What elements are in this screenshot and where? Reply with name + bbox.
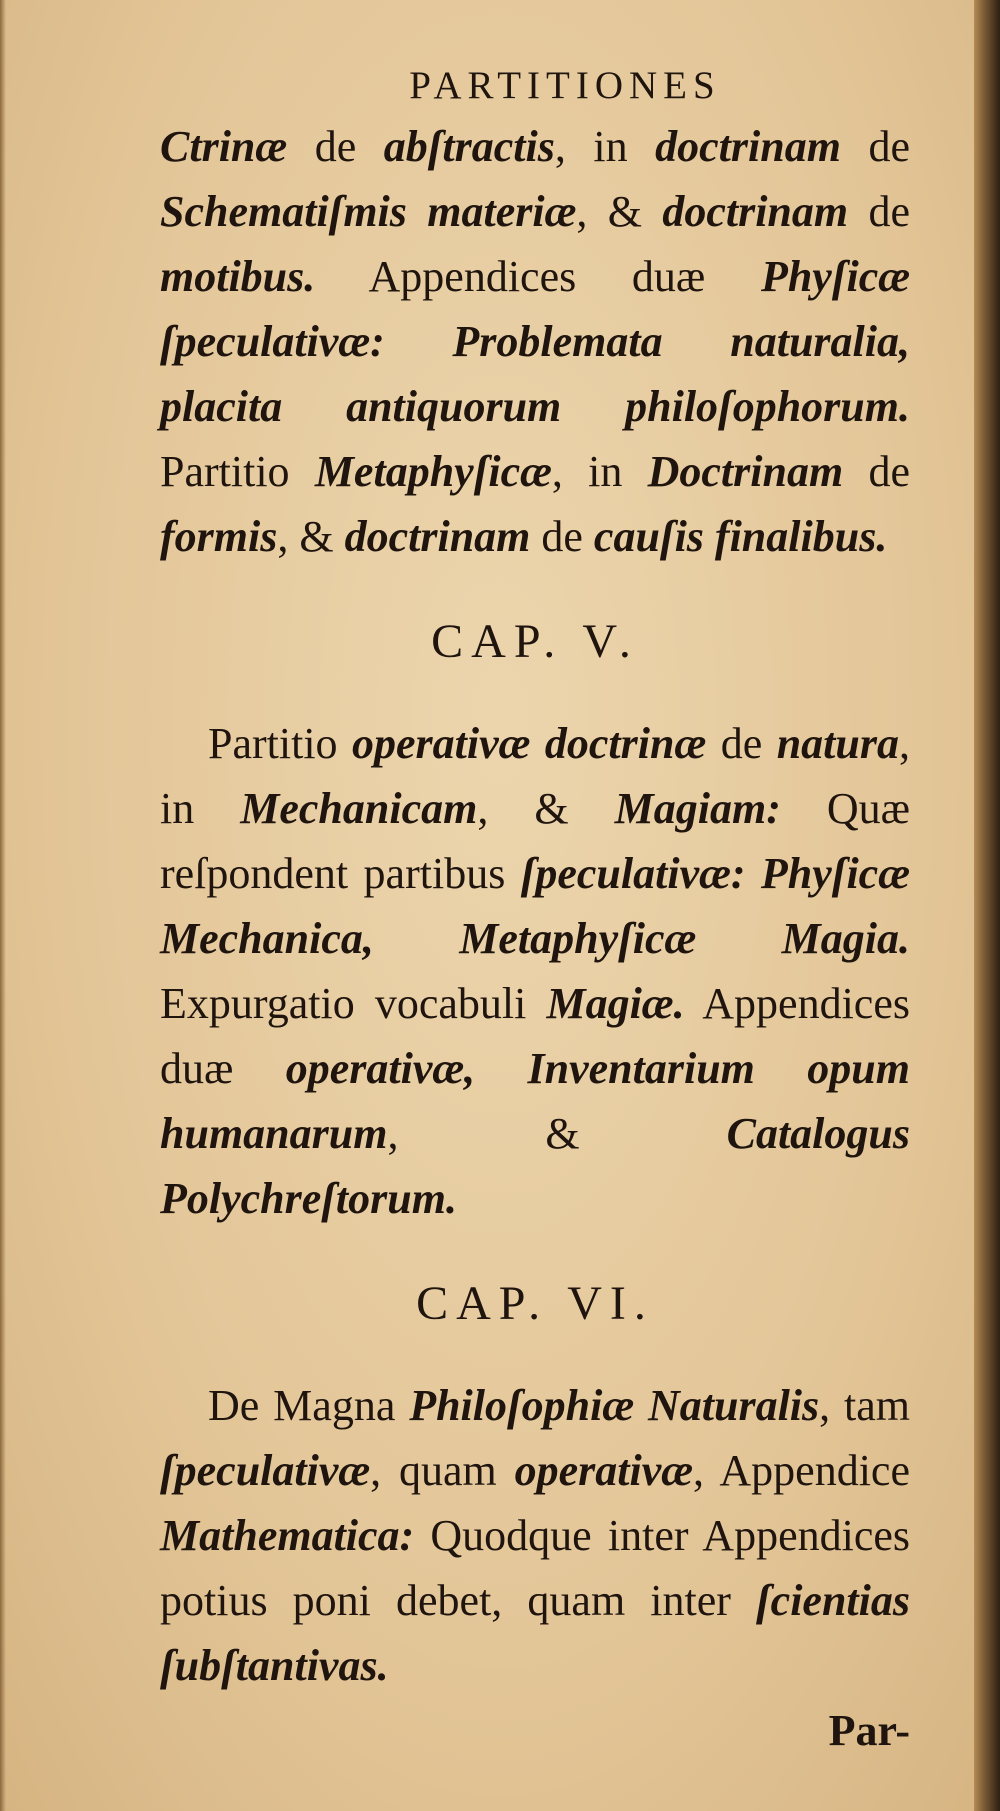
italic-phrase: motibus. (160, 252, 316, 301)
italic-phrase: Mathematica: (160, 1511, 415, 1560)
running-head: PARTITIONES (409, 64, 721, 107)
italic-phrase: cauſis finalibus. (593, 512, 888, 561)
roman-phrase: , in (551, 447, 648, 496)
roman-phrase: , & (277, 512, 345, 561)
page-edge-right (974, 0, 1000, 1811)
italic-phrase: operativæ, Inventarium opum humanarum (160, 1044, 910, 1158)
italic-phrase: Schematiſmis materiæ (160, 187, 577, 236)
roman-phrase: de (840, 122, 911, 171)
chapter-5-text (160, 711, 910, 1231)
chapter-5-heading: CAP. V. (431, 615, 639, 668)
roman-phrase: De Magna (208, 1381, 410, 1430)
chapter-6-text (160, 1373, 910, 1698)
roman-phrase: , tam (819, 1381, 910, 1430)
roman-phrase: , quam (370, 1446, 515, 1495)
roman-phrase: , & (576, 187, 663, 236)
italic-phrase: operativæ (514, 1446, 693, 1495)
roman-phrase: de (848, 187, 910, 236)
italic-phrase: formis (160, 512, 278, 561)
roman-phrase: Quodque inter Appendices potius poni debet, quam inter (160, 1511, 910, 1625)
roman-phrase: de (843, 447, 910, 496)
italic-phrase: Magiam: (614, 784, 781, 833)
italic-phrase: ſpeculativæ (160, 1446, 371, 1495)
italic-phrase: natura (776, 719, 899, 768)
chapter-6-heading: CAP. VI. (416, 1277, 654, 1330)
italic-phrase: Catalogus Polychreſtorum. (160, 1109, 910, 1223)
roman-phrase: Appendices duæ (160, 979, 910, 1093)
page-edge-left (0, 0, 6, 1811)
italic-phrase: Mechanicam (240, 784, 478, 833)
italic-phrase: Ctrinæ (160, 122, 288, 171)
roman-phrase: , in (554, 122, 656, 171)
italic-phrase: abſtractis (383, 122, 555, 171)
italic-phrase: operativæ doctrinæ (352, 719, 707, 768)
roman-phrase: Partitio (160, 447, 315, 496)
italic-phrase: Phyſicæ ſpeculativæ: Problemata naturalia, placita antiquorum philoſophorum. (160, 252, 910, 431)
roman-phrase: , in (160, 719, 910, 833)
italic-phrase: Metaphyſicæ (314, 447, 552, 496)
roman-phrase: , & (477, 784, 615, 833)
italic-phrase: Doctrinam (647, 447, 844, 496)
roman-phrase: Expurgatio vocabuli (160, 979, 547, 1028)
roman-phrase: de (287, 122, 384, 171)
roman-phrase: , Appendice (693, 1446, 910, 1495)
italic-phrase: doctrinam (662, 187, 849, 236)
italic-phrase: ſcientias ſubſtantivas. (160, 1576, 910, 1690)
roman-phrase: Appendices duæ (315, 252, 761, 301)
roman-phrase: de (530, 512, 594, 561)
roman-phrase: Quæ reſpondent partibus (160, 784, 910, 898)
italic-phrase: Magiæ. (546, 979, 685, 1028)
roman-phrase: de (706, 719, 777, 768)
book-page (160, 62, 910, 1763)
italic-phrase: doctrinam (344, 512, 531, 561)
roman-phrase: , & (387, 1109, 727, 1158)
italic-phrase: ſpeculativæ: Phyſicæ Mechanica, Metaphyſicæ Magia. (160, 849, 910, 963)
roman-phrase: Partitio (208, 719, 353, 768)
section-1-text (160, 114, 910, 569)
catchword: Par- (828, 1706, 910, 1755)
italic-phrase: doctrinam (655, 122, 841, 171)
italic-phrase: Philoſophiæ Naturalis (409, 1381, 820, 1430)
